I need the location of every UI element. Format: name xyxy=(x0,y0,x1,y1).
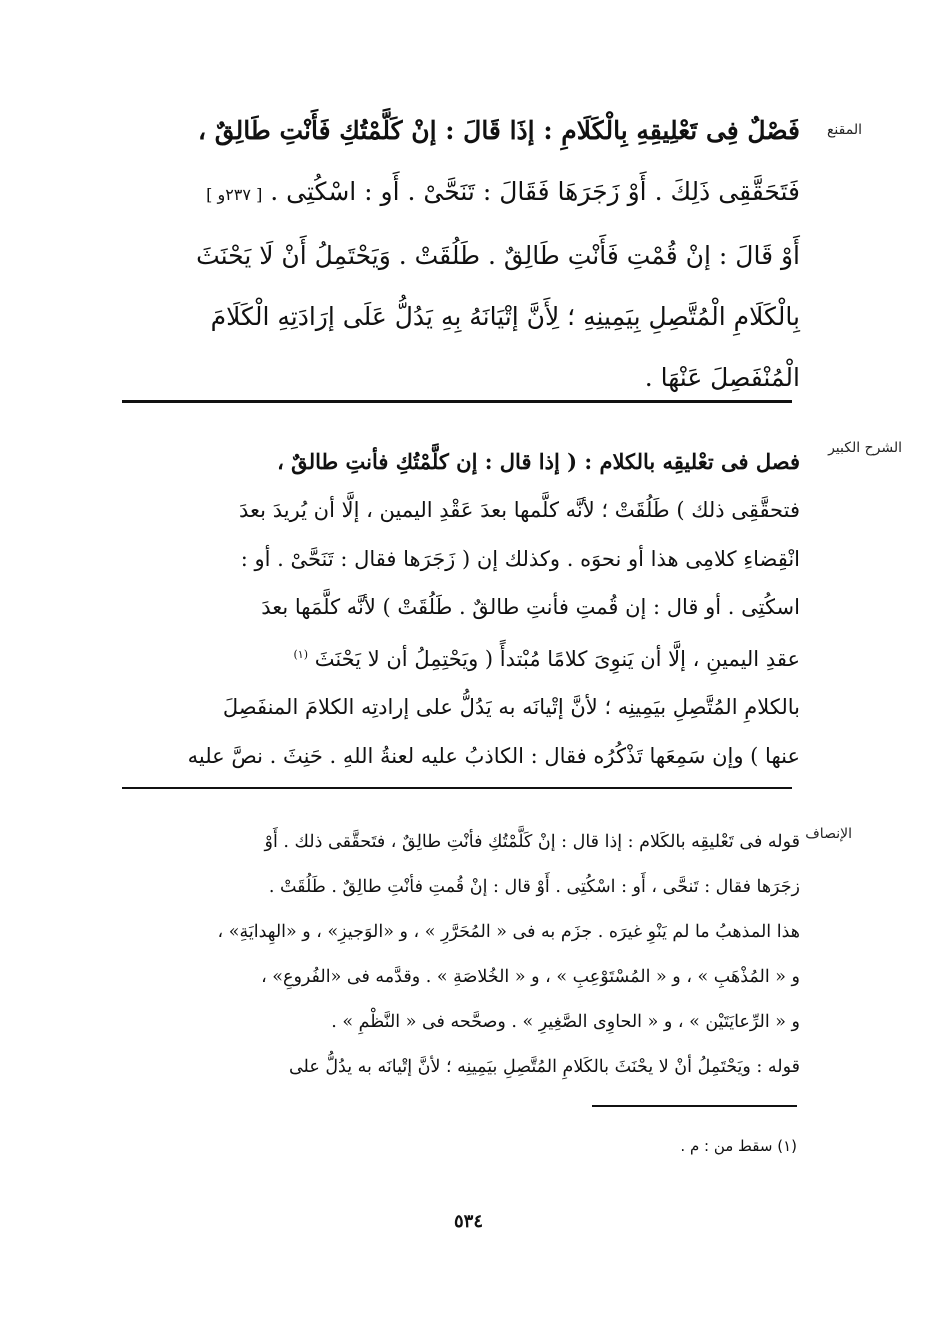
insaf-line-2: زجَرَها فقال : تَنحَّى ، أَو : اسْكُتِى . أَوْ قال : إنْ قُمتِ فأنْتِ طالِقٌ . طَلُقَتْ . xyxy=(268,877,800,897)
footnote: (١) سقط من : م . xyxy=(680,1137,797,1155)
sharh-line-1: فصل فى تعْليقِه بالكلام : ( إذا قال : إن كلَّمْتُكِ فأنتِ طالقٌ ، xyxy=(277,449,800,474)
muqni-line-4: بِالْكَلَامِ الْمُتَّصِلِ بِيَمِينِهِ ؛ لِأَنَّ إتْيَانَهُ بِهِ يَدُلُّ عَلَى إرَادَتِهِ الْكَلَامَ xyxy=(210,302,800,331)
section-divider xyxy=(122,400,792,403)
sharh-line-6: بالكلامِ المُتَّصِلِ بيَمِينِه ؛ لأنَّ إتْيانَه به يَدُلُّ على إرادتِه الكلامَ المنفَصِلَ xyxy=(222,695,800,720)
sharh-line-7: عنها ) وإن سَمِعَها تَذْكُرُه فقال : الكاذبُ عليه لعنةُ اللهِ . حَنِثَ . نصَّ عليه xyxy=(187,743,800,768)
sharh-line-5-text: عقدِ اليمينِ ، إلَّا أن يَنوِىَ كلامًا مُبْتدأً ( ويَحْتِمِلُ أن لا يَحْنَثَ xyxy=(314,647,800,672)
footnote-divider xyxy=(592,1105,797,1107)
sharh-text xyxy=(120,438,800,780)
muqni-line-1: فَصْلٌ فِى تَعْلِيقِهِ بِالْكَلَامِ : إذَا قَالَ : إنْ كَلَّمْتُكِ فَأَنْتِ طَالِقٌ ، xyxy=(198,116,800,145)
sharh-section xyxy=(120,438,800,783)
insaf-line-4: و « المُذْهَبِ » ، و « المُسْتَوْعِبِ » ، و « الخُلاصَةِ » . وقدَّمه فى «الفُروعِ» ، xyxy=(261,967,800,987)
insaf-label: الإنصاف xyxy=(805,826,852,842)
insaf-text xyxy=(120,820,800,1090)
page-number: ٥٣٤ xyxy=(453,1211,483,1232)
muqni-line-3: أَوْ قَالَ : إنْ قُمْتِ فَأَنْتِ طَالِقٌ . طَلُقَتْ . وَيَحْتَمِلُ أَنْ لَا يَحْنَثَ xyxy=(196,241,800,270)
sharh-line-5 xyxy=(120,631,800,683)
insaf-section xyxy=(120,820,800,1100)
sharh-line-2: فتحقَّقِى ذلك ) طَلُقَتْ ؛ لأنَّه كلَّمها بعدَ عَقْدِ اليمين ، إلَّا أن يُريدَ بعدَ xyxy=(239,498,800,523)
insaf-line-5: و « الرِّعايَتَيْن » ، و « الحاوِى الصَّغِيرِ » . وصحَّحه فى « النَّظْمِ » . xyxy=(331,1012,800,1032)
sharh-line-3: انْقِضاءِ كلامِى هذا أو نحوَه . وكذلك إن ( زَجَرَها فقال : تَنَحَّىْ . أو : xyxy=(240,546,800,571)
muqni-line-2-text: فَتَحَقَّقِى ذَلِكَ . أَوْ زَجَرَهَا فَقَالَ : تَنَحَّىْ . أَو : اسْكُتِى . xyxy=(270,177,800,206)
muqni-line-5: الْمُنْفَصِلَ عَنْهَا . xyxy=(644,363,800,392)
muqni-section xyxy=(120,100,800,390)
footnote-marker: (١) xyxy=(293,648,309,662)
insaf-line-6: قوله : ويَحْتَمِلُ أنْ لا يحْنَثَ بالكَلامِ المُتَّصِلِ بيَمِينِه ؛ لأنَّ إتْيانَه به يدُلُّ على xyxy=(288,1057,800,1077)
muqni-label: المقنع xyxy=(826,122,862,138)
page-reference: [ ٢٣٧و ] xyxy=(206,185,263,204)
muqni-text xyxy=(120,100,800,408)
insaf-line-1: قوله فى تَعْليقِه بالكَلام : إذا قال : إنْ كَلَّمْتُكِ فأنْتِ طالِقٌ ، فتَحقَّقى ذلك . أَوْ xyxy=(264,832,800,852)
sharh-line-4: اسكُتِى . أو قال : إن قُمتِ فأنتِ طالقٌ . طَلُقَتْ ) لأنَّه كلَّمَها بعدَ xyxy=(261,594,800,619)
section-divider xyxy=(122,787,792,789)
insaf-line-3: هذا المذهبُ ما لم يَنْوِ غيرَه . جزَم به فى « المُحَرَّرِ » ، و «الوَجيزِ» ، و «الهِدايَةِ» ، xyxy=(217,922,800,942)
sharh-label: الشرح الكبير xyxy=(828,440,902,456)
muqni-line-2 xyxy=(120,161,800,225)
